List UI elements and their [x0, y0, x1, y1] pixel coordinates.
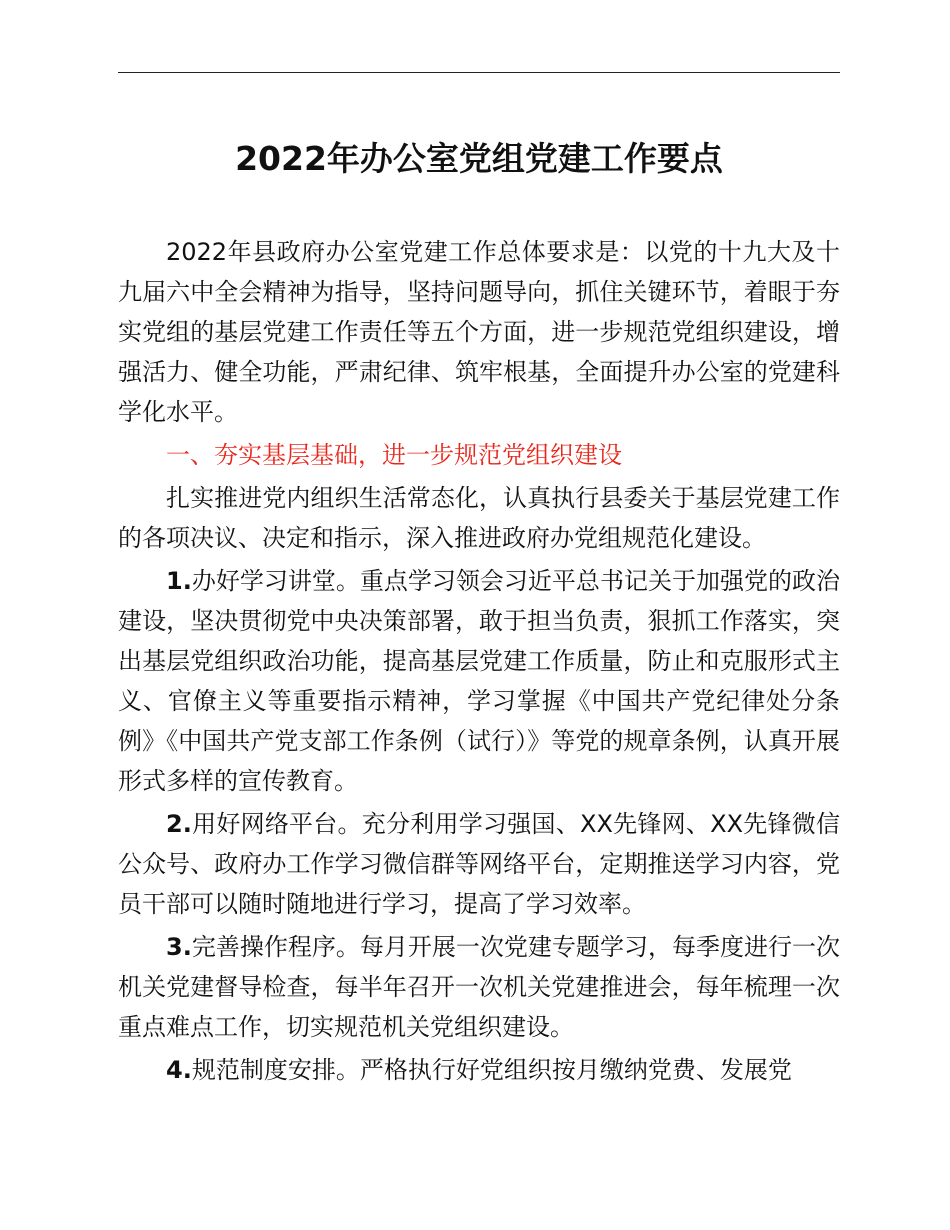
list-item	[118, 804, 840, 924]
header-rule	[118, 72, 840, 73]
document-title: 2022年办公室党组党建工作要点	[235, 139, 723, 178]
item-text: 用好网络平台。充分利用学习强国、XX先锋网、XX先锋微信公众号、政府办工作学习微信群等网络平台，定期推送学习内容，党员干部可以随时随地进行学习，提高了学习效率。	[118, 810, 840, 918]
document-body	[118, 232, 840, 1090]
section-heading-1: 一、夯实基层基础，进一步规范党组织建设	[166, 441, 622, 469]
item-text: 办好学习讲堂。重点学习领会习近平总书记关于加强党的政治建设，坚决贯彻党中央决策部署，敢于担当负责，狠抓工作落实，突出基层党组织政治功能，提高基层党建工作质量，防止和克服形式主义、官僚主义等重要指示精神，学习掌握《中国共产党纪律处分条例》《中国共产党支部工作条例（试行）》等党的规章条例，认真开展形式多样的宣传教育。	[118, 567, 840, 795]
list-item	[118, 561, 840, 801]
item-number: 3.	[166, 933, 192, 961]
item-text: 完善操作程序。每月开展一次党建专题学习，每季度进行一次机关党建督导检查，每半年召开一次机关党建推进会，每年梳理一次重点难点工作，切实规范机关党组织建设。	[118, 933, 840, 1041]
section-lead-paragraph: 扎实推进党内组织生活常态化，认真执行县委关于基层党建工作的各项决议、决定和指示，深入推进政府办党组规范化建设。	[118, 484, 840, 552]
item-number: 4.	[166, 1056, 192, 1084]
list-item	[118, 1050, 840, 1090]
list-item	[118, 927, 840, 1047]
item-text: 规范制度安排。严格执行好党组织按月缴纳党费、发展党	[191, 1056, 792, 1084]
intro-paragraph: 2022年县政府办公室党建工作总体要求是：以党的十九大及十九届六中全会精神为指导，坚持问题导向，抓住关键环节，着眼于夯实党组的基层党建工作责任等五个方面，进一步规范党组织建设，增强活力、健全功能，严肃纪律、筑牢根基，全面提升办公室的党建科学化水平。	[118, 238, 840, 426]
item-number: 1.	[166, 567, 192, 595]
item-number: 2.	[166, 810, 192, 838]
